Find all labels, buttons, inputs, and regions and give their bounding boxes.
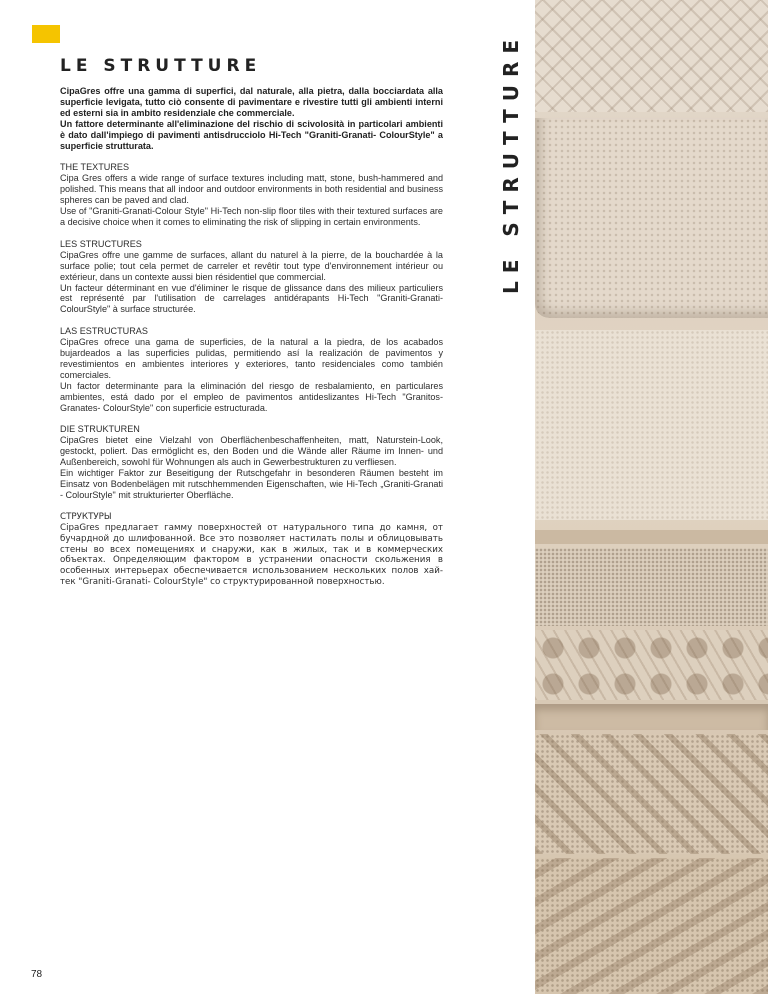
- french-paragraph: [60, 239, 443, 315]
- italian-paragraph: [60, 86, 443, 151]
- english-paragraph: [60, 162, 443, 227]
- spanish-paragraph: [60, 326, 443, 413]
- german-paragraph: [60, 424, 443, 500]
- tile-bush-hammered: [535, 118, 768, 318]
- tile-slanted-ribs: [535, 858, 768, 994]
- german-text: CipaGres bietet eine Vielzahl von Oberflächenbeschaffenheiten, matt, Naturstein-Look, gestockt, poliert. Das ermöglicht es, den Boden und die Wände aller Räume im Innen- und Außenbereich, sowohl für Wohnungen als auch in Gewerbestrukturen zu verfliesen. Ein wichtiger Faktor zur Beseitigung der Rutschgefahr in besonderen Räumen besteht im Einsatz von Bodenbelägen mit rutschhemmenden Eigenschaften, wie Hi-Tech „Graniti-Granati - ColourStyle" mit strukturierter Oberfläche.: [60, 435, 443, 500]
- vertical-title-text: LE STRUTTURE: [499, 31, 524, 295]
- italian-text: CipaGres offre una gamma di superfici, dal naturale, alla pietra, dalla bocciardata alla superficie levigata, tutto ciò consente di pavimentare e rivestire tutti gli ambienti interni ed esterni sia in ambito residenziale che commerciale. Un fattore determinante all'eliminazione del rischio di scivolosità in particolari ambienti è dato dall'impiego di pavimenti antisdrucciolo Hi-Tech "Graniti-Granati- ColourStyle" a superficie strutturata.: [60, 86, 443, 151]
- russian-paragraph: [60, 512, 443, 588]
- tile-groove: [535, 704, 768, 730]
- page-number: 78: [31, 969, 43, 980]
- yellow-accent-square: [32, 25, 60, 43]
- french-text: CipaGres offre une gamme de surfaces, allant du naturel à la pierre, de la bouchardée à la surface polie; tout cela permet de carreler et revêtir tout type d'environnement intérieur ou extérieur, dans un contexte aussi bien résidentiel que commercial. Un facteur déterminant en vue d'éliminer le risque de glissance dans des milieux particuliers est représenté par l'utilisation de carrelages antidérapants Hi-Tech "Graniti-Granati-ColourStyle" à surface structurée.: [60, 249, 443, 315]
- tile-speckled: [535, 548, 768, 626]
- russian-heading: СТРУКТУРЫ: [60, 511, 112, 522]
- textured-tiles-photo: [535, 0, 768, 994]
- russian-text: CipaGres предлагает гамму поверхностей от натурального типа до камня, от бучардной до шлифованной. Все это позволяет настилать полы и облицовывать стены во всех помещениях и снаружи, как в жилых, так и в коммерческих объектах. Определяющим фактором в устранении опасности скольжения в особенных интерьерах обеспечивается использованием нескольких полов хай-тек "Graniti-Granati- ColourStyle" со структурированной поверхностью.: [60, 522, 443, 588]
- page-title: LE STRUTTURE: [60, 56, 262, 76]
- spanish-heading: LAS ESTRUCTURAS: [60, 326, 148, 337]
- spanish-text: CipaGres ofrece una gama de superficies, de la natural a la piedra, de los acabados bujardeados a las superficies pulidas, permitiendo así la realización de pavimentos y revestimientos en ambientes interiores y exteriores, tanto residenciales como también comerciales. Un factor determinante para la eliminación del riesgo de resbalamiento, en particulares ambientes, está dado por el empleo de pavimentos antideslizantes Hi-Tech "Granitos-Granates- ColourStyle" con superficie estructurada.: [60, 337, 443, 413]
- tile-step-edge: [535, 530, 768, 544]
- vertical-title: [497, 22, 525, 304]
- tile-star-relief: [535, 630, 768, 700]
- tile-diamond-pattern: [535, 0, 768, 112]
- tile-smooth-stone: [535, 330, 768, 520]
- multilingual-text-column: [60, 86, 443, 599]
- english-heading: THE TEXTURES: [60, 162, 130, 173]
- tile-diagonal-ribs: [535, 734, 768, 854]
- german-heading: DIE STRUKTUREN: [60, 424, 140, 435]
- english-text: Cipa Gres offers a wide range of surface textures including matt, stone, bush-hammered and polished. This means that all indoor and outdoor environments in both residential and business spheres can be paved and clad. Use of "Graniti-Granati-Colour Style" Hi-Tech non-slip floor tiles with their textured surfaces are a decisive choice when it comes to eliminating the risk of slipping in certain environments.: [60, 173, 443, 227]
- french-heading: LES STRUCTURES: [60, 238, 142, 249]
